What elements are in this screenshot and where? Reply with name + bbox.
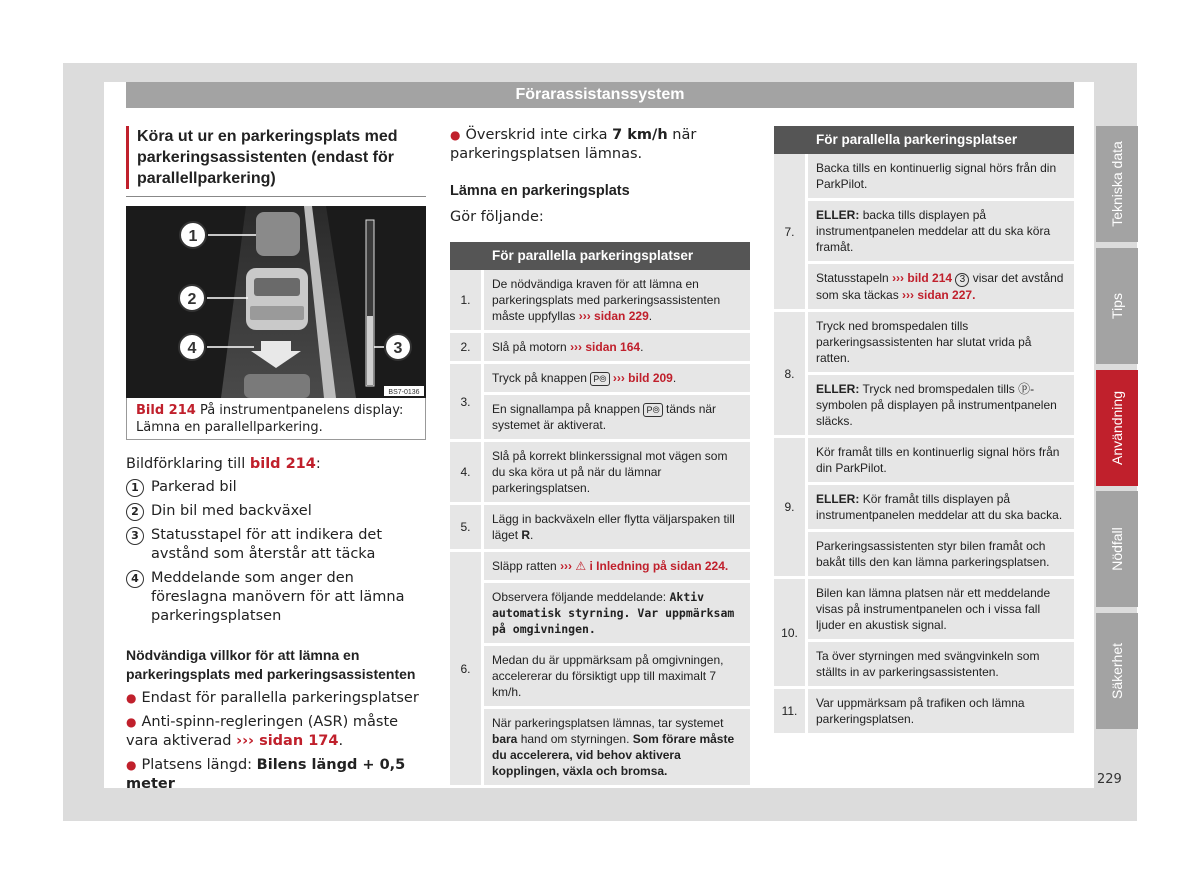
page-link[interactable]: ››› sidan 227. [902, 288, 976, 302]
table-header: För parallella parkeringsplatser [484, 242, 750, 270]
table-row: När parkeringsplatsen lämnas, tar systemet bara hand om styrningen. Som förare måste du accelerera, vid behov aktivera kopplingen, växla och bromsa. [450, 709, 750, 788]
table-row: Parkeringsassistenten styr bilen framåt och bakåt tills den kan lämna parkeringsplatsen. [774, 532, 1074, 579]
figure-link[interactable]: bild 214 [249, 456, 316, 472]
procedure-heading: Lämna en parkeringsplats [450, 183, 630, 199]
steps-table-2 [774, 126, 1074, 736]
figure-caption: Bild 214 På instrumentpanelens display: Lämna en parallellparkering. [126, 398, 426, 440]
legend-item: 4 Meddelande som anger den föreslagna manövern för att lämna parkeringsplatsen [126, 569, 426, 626]
warning-icon: ⚠ [575, 559, 587, 573]
section-title: Köra ut ur en parkeringsplats med parkeringsassistenten (endast för parallellparkering) [126, 126, 426, 189]
svg-text:3: 3 [393, 340, 403, 357]
conditions-list [126, 689, 431, 799]
legend-intro: Bildförklaring till bild 214: [126, 456, 321, 472]
tab-nodfall[interactable]: Nödfall [1096, 491, 1138, 607]
page-link[interactable]: i Inledning på sidan 224. [589, 559, 729, 573]
title-divider [126, 196, 426, 197]
tab-sakerhet[interactable]: Säkerhet [1096, 613, 1138, 729]
table-row: 10. Bilen kan lämna platsen när ett meddelande visas på instrumentpanelen och i vissa fall ljuder en akustisk signal. [774, 579, 1074, 642]
status-bar-fill [367, 316, 373, 385]
display-illustration [126, 206, 426, 398]
table-row: En signallampa på knappen P⦾ tänds när systemet är aktiverat. [450, 395, 750, 442]
legend-item: 1 Parkerad bil [126, 478, 426, 497]
table-row: 4. Slå på korrekt blinkerssignal mot vägen som du ska köra ut på när du lämnar parkeringsplatsen. [450, 442, 750, 505]
figure-link[interactable]: ››› bild 214 [892, 271, 953, 285]
table-row: ELLER: Tryck ned bromspedalen tills ⓟ-symbolen på displayen på instrumentpanelen släcks. [774, 375, 1074, 438]
parking-button-icon: P⦾ [590, 372, 609, 386]
page-link[interactable]: ››› sidan 174 [236, 733, 339, 749]
tab-anvandning[interactable]: Användning [1096, 370, 1138, 486]
own-car-shape [246, 268, 308, 330]
parking-display-graphic [126, 206, 426, 398]
table-row: Statusstapeln ››› bild 214 3 visar det avstånd som ska täckas ››› sidan 227. [774, 264, 1074, 312]
procedure-subheading: Gör följande: [450, 209, 544, 225]
parked-car-shape [256, 212, 300, 256]
page-link[interactable]: ››› sidan 229 [578, 309, 649, 323]
table-row: 11. Var uppmärksam på trafiken och lämna parkeringsplatsen. [774, 689, 1074, 736]
page-number: 229 [1097, 772, 1122, 787]
chapter-header: Förarassistanssystem [126, 82, 1074, 108]
tab-tekniska-data[interactable]: Tekniska data [1096, 126, 1138, 242]
table-row: 8. Tryck ned bromspedalen tills parkeringsassistenten har slutat vrida på ratten. [774, 312, 1074, 375]
condition-item: ● Anti-spinn-regleringen (ASR) måste vara aktiverad ››› sidan 174. [126, 714, 399, 749]
legend-list [126, 478, 426, 631]
conditions-heading: Nödvändiga villkor för att lämna en parkeringsplats med parkeringsassistenten [126, 647, 416, 682]
parking-button-icon: P⦾ [643, 403, 662, 417]
table-row: Observera följande meddelande: Aktiv automatisk styrning. Var uppmärksam på omgivningen. [450, 583, 750, 646]
table-row: Medan du är uppmärksam på omgivningen, accelererar du försiktigt upp till maximalt 7 km/h. [450, 646, 750, 709]
table-row: 2. Slå på motorn ››› sidan 164. [450, 333, 750, 364]
svg-text:4: 4 [187, 340, 197, 357]
svg-text:1: 1 [188, 228, 198, 245]
table-row: Ta över styrningen med svängvinkeln som ställts in av parkeringsassistenten. [774, 642, 1074, 689]
figure-link[interactable]: ››› bild 209 [612, 371, 673, 385]
condition-item: ● Endast för parallella parkeringsplatser [126, 690, 419, 706]
table-row: 3. Tryck på knappen P⦾ ››› bild 209. [450, 364, 750, 395]
tab-tips[interactable]: Tips [1096, 248, 1138, 364]
speed-note: ● Överskrid inte cirka 7 km/h när parkeringsplatsen lämnas. [450, 127, 697, 162]
figure-code: BS7-0136 [388, 389, 420, 396]
legend-item: 3 Statusstapel för att indikera det avstånd som återstår att täcka [126, 526, 426, 564]
table-header: För parallella parkeringsplatser [808, 126, 1074, 154]
table-row: 1. De nödvändiga kraven för att lämna en parkeringsplats med parkeringsassistenten måste uppfyllas ››› sidan 229. [450, 270, 750, 333]
svg-text:2: 2 [187, 291, 197, 308]
legend-item: 2 Din bil med backväxel [126, 502, 426, 521]
table-row: ELLER: Kör framåt tills displayen på instrumentpanelen meddelar att du ska backa. [774, 485, 1074, 532]
table-row: 5. Lägg in backväxeln eller flytta väljarspaken till läget R. [450, 505, 750, 552]
table-row: ELLER: backa tills displayen på instrumentpanelen meddelar att du ska köra framåt. [774, 201, 1074, 264]
table-row: 9. Kör framåt tills en kontinuerlig signal hörs från din ParkPilot. [774, 438, 1074, 485]
condition-item: ● Platsens längd: Bilens längd + 0,5 meter [126, 757, 406, 792]
table-row: 6. Släpp ratten ››› ⚠ i Inledning på sidan 224. [450, 552, 750, 583]
steps-table-1 [450, 242, 750, 788]
page-link[interactable]: ››› sidan 164 [570, 340, 641, 354]
table-row: 7. Backa tills en kontinuerlig signal hörs från din ParkPilot. [774, 154, 1074, 201]
